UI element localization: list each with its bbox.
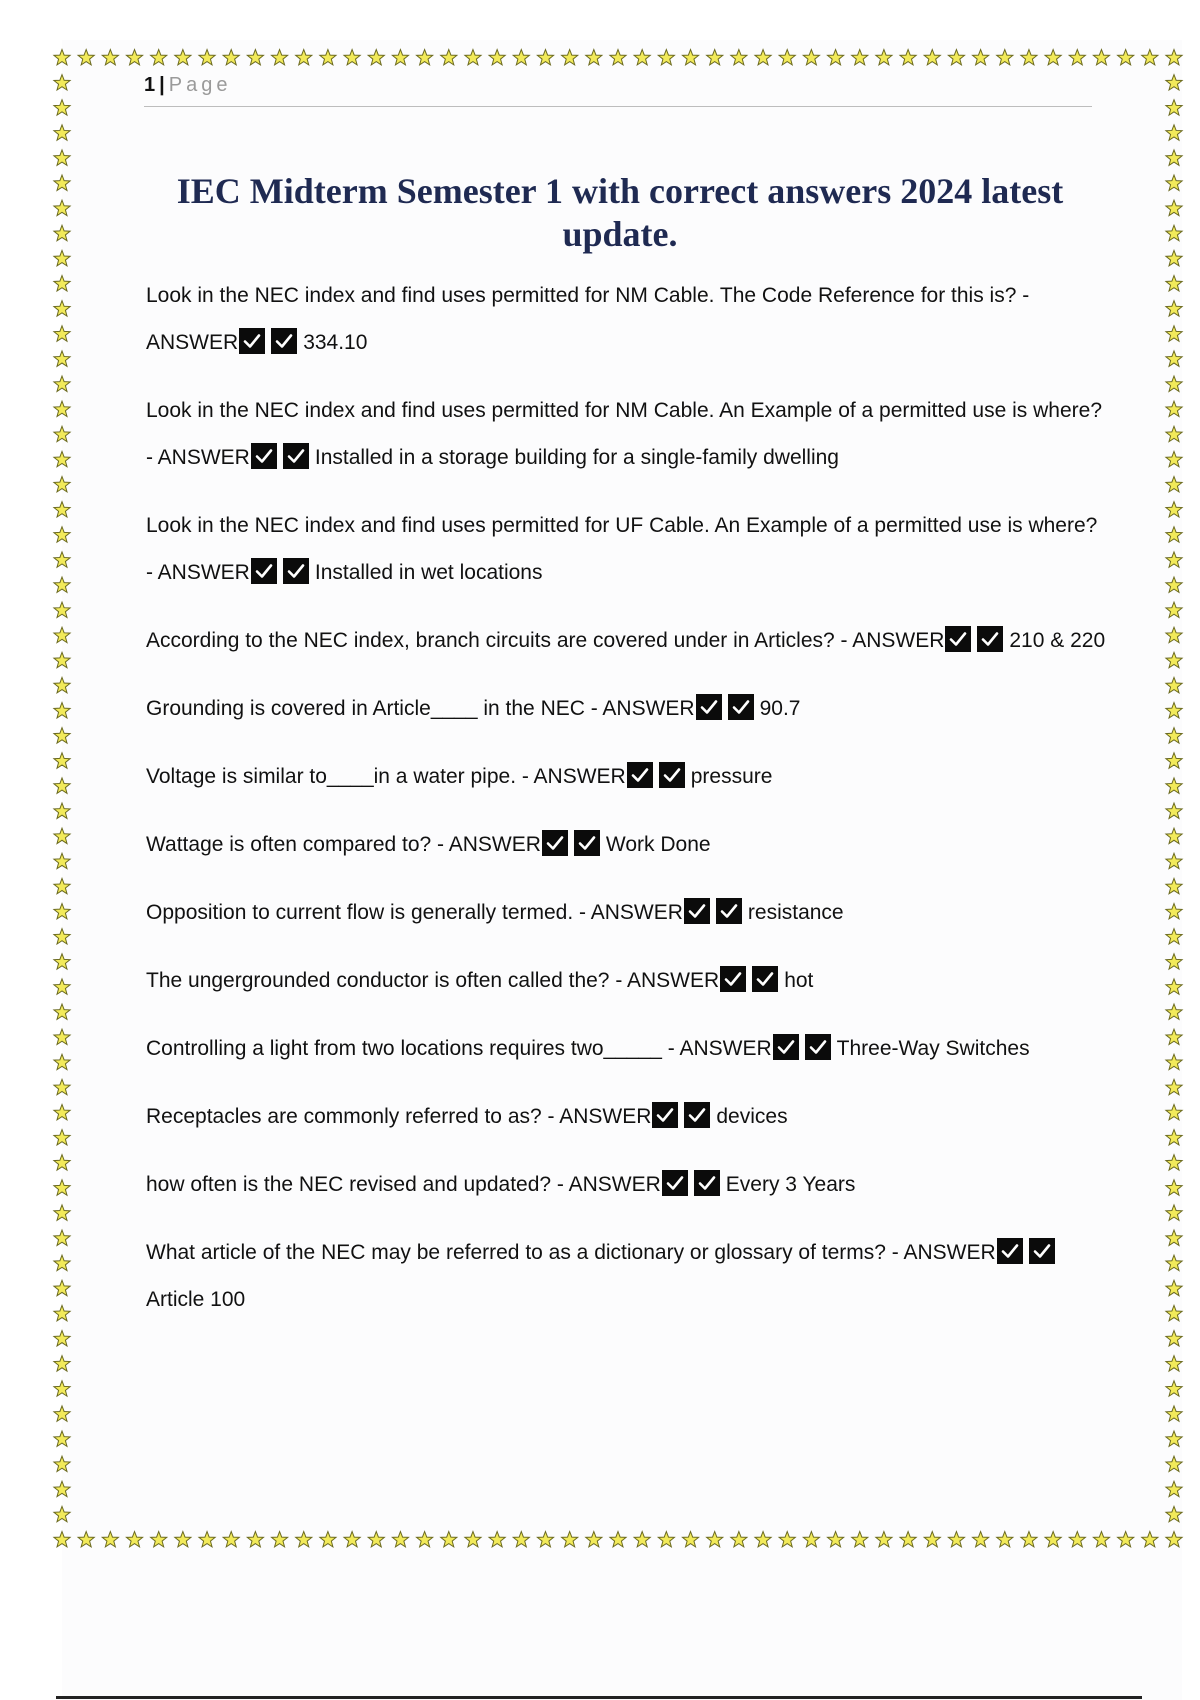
question-text: Voltage is similar to____in a water pipe. - <box>146 765 534 788</box>
star-icon <box>1069 1532 1085 1547</box>
star-icon <box>54 451 70 466</box>
answer-label: ANSWER <box>903 1241 996 1264</box>
star-icon <box>1166 1130 1182 1145</box>
star-icon <box>1166 1180 1182 1195</box>
star-icon <box>54 401 70 416</box>
star-icon <box>610 50 626 65</box>
star-icon <box>54 276 70 291</box>
star-icon <box>54 954 70 969</box>
star-icon <box>54 652 70 667</box>
bottom-rule <box>56 1696 1142 1699</box>
checkmark-icon <box>997 1238 1023 1264</box>
checkmark-icon <box>728 694 754 720</box>
checkmark-icon <box>720 966 746 992</box>
checkmark-icon <box>805 1034 831 1060</box>
answer-label: ANSWER <box>533 765 626 788</box>
star-icon <box>1166 577 1182 592</box>
star-icon <box>779 50 795 65</box>
qa-list <box>146 272 1106 1344</box>
star-icon <box>344 1532 360 1547</box>
checkmark-icon <box>662 1170 688 1196</box>
star-icon <box>1166 75 1182 90</box>
star-icon <box>852 50 868 65</box>
answer-label: ANSWER <box>157 561 250 584</box>
question-text: Receptacles are commonly referred to as? - <box>146 1105 560 1128</box>
question-text: Wattage is often compared to? - <box>146 833 449 856</box>
star-icon <box>1166 652 1182 667</box>
star-icon <box>731 50 747 65</box>
star-icon <box>54 1532 70 1547</box>
star-icon <box>151 50 167 65</box>
star-icon <box>102 50 118 65</box>
star-icon <box>175 50 191 65</box>
star-icon <box>1166 451 1182 466</box>
question-text: Controlling a light from two locations requires two_____ - <box>146 1037 680 1060</box>
star-icon <box>1166 502 1182 517</box>
checkmark-icon <box>684 1102 710 1128</box>
qa-item <box>146 1161 1106 1208</box>
checkmark-icon <box>239 328 265 354</box>
star-icon <box>1166 401 1182 416</box>
star-icon <box>417 1532 433 1547</box>
answer-text: Every 3 Years <box>725 1173 856 1196</box>
star-icon <box>973 50 989 65</box>
star-icon <box>54 1506 70 1521</box>
star-icon <box>126 1532 142 1547</box>
checkmark-icon <box>694 1170 720 1196</box>
page-header <box>144 74 1092 107</box>
star-icon <box>296 50 312 65</box>
answer-text: pressure <box>690 765 773 788</box>
star-icon <box>1166 225 1182 240</box>
star-icon <box>465 50 481 65</box>
star-icon <box>1166 929 1182 944</box>
star-icon <box>1166 1054 1182 1069</box>
star-icon <box>827 1532 843 1547</box>
star-icon <box>1166 351 1182 366</box>
star-icon <box>54 728 70 743</box>
qa-item <box>146 617 1106 664</box>
star-icon <box>54 1280 70 1295</box>
star-icon <box>54 1406 70 1421</box>
star-icon <box>54 853 70 868</box>
star-icon <box>1166 50 1182 65</box>
star-icon <box>441 50 457 65</box>
star-icon <box>755 1532 771 1547</box>
star-icon <box>54 1130 70 1145</box>
star-icon <box>54 703 70 718</box>
star-icon <box>682 1532 698 1547</box>
star-icon <box>54 904 70 919</box>
star-icon <box>634 50 650 65</box>
star-icon <box>852 1532 868 1547</box>
star-icon <box>54 527 70 542</box>
star-icon <box>1166 200 1182 215</box>
star-icon <box>1166 677 1182 692</box>
star-icon <box>1166 326 1182 341</box>
star-icon <box>54 1381 70 1396</box>
star-icon <box>296 1532 312 1547</box>
star-icon <box>997 1532 1013 1547</box>
star-icon <box>1093 50 1109 65</box>
star-icon <box>1166 527 1182 542</box>
qa-item <box>146 685 1106 732</box>
answer-label: ANSWER <box>448 833 541 856</box>
star-icon <box>465 1532 481 1547</box>
star-icon <box>1166 1356 1182 1371</box>
star-icon <box>513 50 529 65</box>
star-icon <box>513 1532 529 1547</box>
star-icon <box>54 75 70 90</box>
question-text: Grounding is covered in Article____ in the NEC - <box>146 697 603 720</box>
checkmark-icon <box>773 1034 799 1060</box>
star-icon <box>1166 1406 1182 1421</box>
star-icon <box>1166 1029 1182 1044</box>
star-icon <box>223 50 239 65</box>
checkmark-icon <box>716 898 742 924</box>
star-icon <box>441 1532 457 1547</box>
checkmark-icon <box>574 830 600 856</box>
star-icon <box>368 1532 384 1547</box>
star-icon <box>1118 50 1134 65</box>
star-icon <box>1166 276 1182 291</box>
star-icon <box>682 50 698 65</box>
star-icon <box>1166 778 1182 793</box>
star-icon <box>54 175 70 190</box>
checkmark-icon <box>271 328 297 354</box>
star-icon <box>1166 100 1182 115</box>
star-icon <box>368 50 384 65</box>
answer-text: devices <box>716 1105 788 1128</box>
answer-text: resistance <box>747 901 844 924</box>
star-icon <box>1166 703 1182 718</box>
answer-text: Three-Way Switches <box>836 1037 1030 1060</box>
star-icon <box>1166 753 1182 768</box>
star-icon <box>344 50 360 65</box>
star-icon <box>54 100 70 115</box>
star-icon <box>1166 904 1182 919</box>
star-icon <box>562 50 578 65</box>
star-icon <box>707 1532 723 1547</box>
star-icon <box>1166 301 1182 316</box>
star-icon <box>803 1532 819 1547</box>
star-icon <box>54 477 70 492</box>
star-icon <box>537 50 553 65</box>
checkmark-icon <box>283 558 309 584</box>
question-text: Look in the NEC index and find uses permitted for UF Cable. An Example of a permitted use is where? - <box>146 514 1098 584</box>
star-icon <box>1166 828 1182 843</box>
star-icon <box>271 50 287 65</box>
page-separator: | <box>159 74 165 96</box>
checkmark-icon <box>283 443 309 469</box>
star-icon <box>489 50 505 65</box>
checkmark-icon <box>652 1102 678 1128</box>
checkmark-icon <box>1029 1238 1055 1264</box>
star-icon <box>54 1331 70 1346</box>
qa-item <box>146 753 1106 800</box>
star-icon <box>1166 853 1182 868</box>
star-icon <box>54 627 70 642</box>
star-icon <box>1166 1431 1182 1446</box>
star-icon <box>54 878 70 893</box>
answer-text: 210 & 220 <box>1009 629 1106 652</box>
star-icon <box>54 1054 70 1069</box>
star-icon <box>1166 175 1182 190</box>
qa-item <box>146 1025 1106 1072</box>
star-icon <box>320 1532 336 1547</box>
star-icon <box>997 50 1013 65</box>
answer-text: hot <box>784 969 814 992</box>
star-icon <box>199 1532 215 1547</box>
question-text: The ungergrounded conductor is often called the? - <box>146 969 627 992</box>
star-icon <box>392 50 408 65</box>
star-icon <box>1166 250 1182 265</box>
star-icon <box>1166 627 1182 642</box>
star-icon <box>54 803 70 818</box>
star-icon <box>1166 1155 1182 1170</box>
page-word: Page <box>168 74 232 96</box>
page-number: 1 <box>144 74 156 96</box>
star-icon <box>948 1532 964 1547</box>
question-text: According to the NEC index, branch circuits are covered under in Articles? - <box>146 629 853 652</box>
star-icon <box>1021 50 1037 65</box>
star-icon <box>54 326 70 341</box>
star-icon <box>54 351 70 366</box>
star-icon <box>54 1029 70 1044</box>
star-icon <box>1166 552 1182 567</box>
star-icon <box>1166 477 1182 492</box>
star-icon <box>779 1532 795 1547</box>
star-icon <box>199 50 215 65</box>
star-icon <box>1166 1205 1182 1220</box>
star-icon <box>1118 1532 1134 1547</box>
qa-item <box>146 387 1106 481</box>
star-icon <box>1142 50 1158 65</box>
star-icon <box>54 376 70 391</box>
answer-label: ANSWER <box>590 901 683 924</box>
star-icon <box>54 1079 70 1094</box>
checkmark-icon <box>542 830 568 856</box>
star-icon <box>54 1456 70 1471</box>
answer-text: Installed in wet locations <box>314 561 543 584</box>
star-icon <box>54 1104 70 1119</box>
answer-label: ANSWER <box>679 1037 772 1060</box>
star-icon <box>54 753 70 768</box>
star-icon <box>126 50 142 65</box>
qa-item <box>146 272 1106 366</box>
star-icon <box>1166 979 1182 994</box>
checkmark-icon <box>752 966 778 992</box>
star-icon <box>562 1532 578 1547</box>
question-text: how often is the NEC revised and updated? - <box>146 1173 569 1196</box>
star-icon <box>54 1180 70 1195</box>
checkmark-icon <box>945 626 971 652</box>
qa-item <box>146 1093 1106 1140</box>
star-icon <box>900 50 916 65</box>
star-icon <box>54 1205 70 1220</box>
star-icon <box>924 50 940 65</box>
star-icon <box>803 50 819 65</box>
question-text: What article of the NEC may be referred to as a dictionary or glossary of terms? - <box>146 1241 904 1264</box>
star-icon <box>1166 1506 1182 1521</box>
star-icon <box>54 828 70 843</box>
star-icon <box>1166 1331 1182 1346</box>
star-icon <box>1166 426 1182 441</box>
star-icon <box>223 1532 239 1547</box>
star-icon <box>1166 954 1182 969</box>
star-icon <box>755 50 771 65</box>
star-icon <box>1045 50 1061 65</box>
star-icon <box>54 979 70 994</box>
document-title: IEC Midterm Semester 1 with correct answers 2024 latest update. <box>176 171 1064 254</box>
checkmark-icon <box>696 694 722 720</box>
star-icon <box>54 125 70 140</box>
qa-item <box>146 502 1106 596</box>
star-icon <box>151 1532 167 1547</box>
star-icon <box>1166 1104 1182 1119</box>
star-icon <box>54 1004 70 1019</box>
star-icon <box>1166 1004 1182 1019</box>
star-icon <box>1166 602 1182 617</box>
question-text: Look in the NEC index and find uses permitted for NM Cable. The Code Reference for this is? - <box>146 284 1030 307</box>
qa-item <box>146 889 1106 936</box>
question-text: Look in the NEC index and find uses permitted for NM Cable. An Example of a permitted use is where? - <box>146 399 1102 469</box>
answer-label: ANSWER <box>568 1173 661 1196</box>
star-icon <box>54 1305 70 1320</box>
answer-label: ANSWER <box>852 629 945 652</box>
star-icon <box>924 1532 940 1547</box>
qa-item <box>146 1229 1106 1323</box>
qa-item <box>146 957 1106 1004</box>
star-icon <box>102 1532 118 1547</box>
star-icon <box>1166 728 1182 743</box>
checkmark-icon <box>684 898 710 924</box>
star-icon <box>54 602 70 617</box>
question-text: Opposition to current flow is generally termed. - <box>146 901 591 924</box>
star-icon <box>54 778 70 793</box>
star-icon <box>392 1532 408 1547</box>
answer-text: Article 100 <box>146 1288 246 1311</box>
star-icon <box>973 1532 989 1547</box>
star-icon <box>876 50 892 65</box>
star-icon <box>1166 1456 1182 1471</box>
checkmark-icon <box>251 443 277 469</box>
star-icon <box>54 150 70 165</box>
answer-text: Work Done <box>605 833 711 856</box>
star-icon <box>54 552 70 567</box>
star-icon <box>1166 1255 1182 1270</box>
star-icon <box>1166 1230 1182 1245</box>
answer-text: 334.10 <box>303 331 368 354</box>
star-icon <box>54 1230 70 1245</box>
star-icon <box>54 929 70 944</box>
qa-item <box>146 821 1106 868</box>
star-icon <box>1166 376 1182 391</box>
star-icon <box>658 50 674 65</box>
star-icon <box>1166 1280 1182 1295</box>
star-icon <box>586 1532 602 1547</box>
star-icon <box>54 50 70 65</box>
star-icon <box>175 1532 191 1547</box>
star-icon <box>54 250 70 265</box>
star-icon <box>876 1532 892 1547</box>
star-icon <box>900 1532 916 1547</box>
star-icon <box>537 1532 553 1547</box>
star-icon <box>1166 878 1182 893</box>
checkmark-icon <box>251 558 277 584</box>
star-icon <box>247 1532 263 1547</box>
star-icon <box>54 502 70 517</box>
star-icon <box>54 1255 70 1270</box>
star-icon <box>1021 1532 1037 1547</box>
star-icon <box>78 1532 94 1547</box>
star-icon <box>948 50 964 65</box>
star-icon <box>1166 1305 1182 1320</box>
answer-label: ANSWER <box>602 697 695 720</box>
star-icon <box>54 1155 70 1170</box>
star-icon <box>658 1532 674 1547</box>
star-icon <box>320 50 336 65</box>
checkmark-icon <box>659 762 685 788</box>
star-icon <box>1166 1381 1182 1396</box>
star-icon <box>827 50 843 65</box>
answer-label: ANSWER <box>157 446 250 469</box>
star-icon <box>54 1481 70 1496</box>
star-icon <box>54 677 70 692</box>
answer-text: 90.7 <box>759 697 801 720</box>
star-icon <box>707 50 723 65</box>
star-icon <box>417 50 433 65</box>
answer-label: ANSWER <box>146 331 239 354</box>
star-icon <box>247 50 263 65</box>
star-icon <box>54 1356 70 1371</box>
star-icon <box>54 426 70 441</box>
star-icon <box>54 301 70 316</box>
star-icon <box>1142 1532 1158 1547</box>
star-icon <box>731 1532 747 1547</box>
star-icon <box>610 1532 626 1547</box>
star-icon <box>1166 125 1182 140</box>
star-icon <box>78 50 94 65</box>
answer-label: ANSWER <box>559 1105 652 1128</box>
checkmark-icon <box>627 762 653 788</box>
answer-text: Installed in a storage building for a single-family dwelling <box>314 446 839 469</box>
star-icon <box>1045 1532 1061 1547</box>
star-icon <box>54 225 70 240</box>
checkmark-icon <box>977 626 1003 652</box>
star-icon <box>1166 1079 1182 1094</box>
star-icon <box>271 1532 287 1547</box>
star-icon <box>1166 803 1182 818</box>
star-icon <box>54 577 70 592</box>
star-icon <box>1166 1532 1182 1547</box>
star-icon <box>54 200 70 215</box>
star-icon <box>1166 1481 1182 1496</box>
star-icon <box>1166 150 1182 165</box>
star-icon <box>54 1431 70 1446</box>
star-icon <box>634 1532 650 1547</box>
star-icon <box>489 1532 505 1547</box>
star-icon <box>1069 50 1085 65</box>
answer-label: ANSWER <box>627 969 720 992</box>
star-icon <box>1093 1532 1109 1547</box>
star-icon <box>586 50 602 65</box>
